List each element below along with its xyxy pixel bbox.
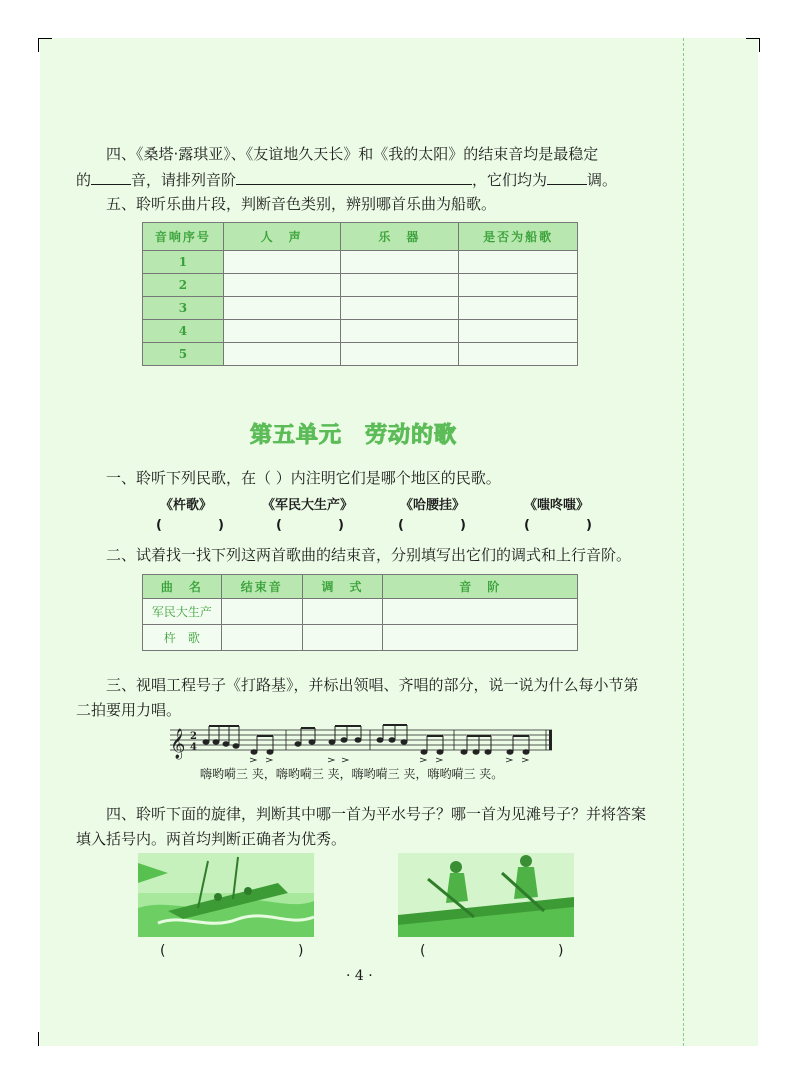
table-cell[interactable]: [459, 297, 578, 320]
answer-paren-close: ): [298, 943, 304, 959]
crop-mark: [746, 38, 760, 39]
song-title: 《军民大生产》: [262, 498, 354, 513]
fold-line: [683, 38, 684, 1046]
song-name-cell: 军民大生产: [143, 599, 222, 625]
crop-mark: [38, 1032, 39, 1046]
unit5-question-3-line1: 三、视唱工程号子《打路基》，并标出领唱、齐唱的部分，说一说为什么每小节第: [106, 676, 639, 694]
table-cell[interactable]: [340, 274, 459, 297]
time-signature-top: 2: [190, 731, 197, 742]
song-title: 《哈腰挂》: [400, 498, 466, 513]
table-cell[interactable]: [340, 297, 459, 320]
table-header: 曲 名: [143, 575, 222, 599]
answer-paren-close: ): [558, 943, 564, 959]
question-4-line2: 的 音，请排列音阶 ，它们均为 调。: [76, 168, 617, 191]
table-cell[interactable]: [221, 625, 302, 651]
answer-paren-open: (: [160, 943, 166, 959]
row-number: 1: [143, 251, 224, 274]
table-header: 乐 器: [340, 223, 459, 251]
table-cell[interactable]: [383, 599, 578, 625]
answer-blank[interactable]: [236, 168, 472, 185]
table-cell[interactable]: [223, 274, 340, 297]
table-header: 结束音: [221, 575, 302, 599]
table-cell[interactable]: [340, 320, 459, 343]
accent-marks: [250, 758, 528, 762]
table-cell[interactable]: [221, 599, 302, 625]
table-cell[interactable]: [302, 625, 383, 651]
unit5-question-4-line2: 填入括号内。两首均判断正确者为优秀。: [76, 830, 347, 848]
table-cell[interactable]: [223, 343, 340, 366]
music-staff: [166, 722, 558, 764]
song-name-cell: 杵 歌: [143, 625, 222, 651]
lyrics: 嗨哟嗬三 夹，嗨哟嗬三 夹，嗨哟嗬三 夹，嗨哟嗬三 夹。: [200, 767, 504, 781]
table-header: 调 式: [302, 575, 383, 599]
crop-mark: [38, 38, 39, 52]
song-title: 《嗤咚嗤》: [524, 498, 590, 513]
table-cell[interactable]: [340, 251, 459, 274]
unit5-question-3-line2: 二拍要用力唱。: [76, 701, 182, 719]
question-4-line1: 四、《桑塔·露琪亚》、《友谊地久天长》和《我的太阳》的结束音均是最稳定: [106, 145, 599, 163]
boatmen-illustration: [398, 853, 574, 937]
time-signature-bottom: 4: [190, 742, 197, 753]
page-number: · 4 ·: [346, 968, 373, 984]
table-header: 音 阶: [383, 575, 578, 599]
table-cell[interactable]: [223, 251, 340, 274]
table-cell[interactable]: [383, 625, 578, 651]
table-cell[interactable]: [302, 599, 383, 625]
answer-blank[interactable]: [91, 168, 131, 185]
unit5-question-4-line1: 四、聆听下面的旋律，判断其中哪一首为平水号子？哪一首为见滩号子？并将答案: [106, 805, 647, 823]
boat-illustration: [138, 853, 314, 937]
treble-clef-icon: 𝄞: [170, 729, 186, 759]
table-cell[interactable]: [459, 274, 578, 297]
row-number: 4: [143, 320, 224, 343]
row-number: 2: [143, 274, 224, 297]
table-header: 人 声: [223, 223, 340, 251]
table-cell[interactable]: [340, 343, 459, 366]
table-header: 音响序号: [143, 223, 224, 251]
answer-blank[interactable]: [547, 168, 587, 185]
table-cell[interactable]: [459, 343, 578, 366]
scale-table: [142, 574, 578, 651]
unit5-question-2: 二、试着找一找下列这两首歌曲的结束音，分别填写出它们的调式和上行音阶。: [106, 546, 632, 564]
timbre-table: [142, 222, 578, 366]
table-header: 是否为船歌: [459, 223, 578, 251]
row-number: 3: [143, 297, 224, 320]
crop-mark: [759, 38, 760, 52]
unit5-question-1: 一、聆听下列民歌，在（ ）内注明它们是哪个地区的民歌。: [106, 469, 501, 487]
question-5: 五、聆听乐曲片段，判断音色类别，辨别哪首乐曲为船歌。: [106, 195, 497, 213]
table-cell[interactable]: [223, 297, 340, 320]
crop-mark: [38, 38, 52, 39]
table-cell[interactable]: [459, 320, 578, 343]
song-title: 《杵歌》: [160, 498, 213, 513]
unit-title: 第五单元 劳动的歌: [250, 423, 458, 448]
table-cell[interactable]: [223, 320, 340, 343]
table-cell[interactable]: [459, 251, 578, 274]
answer-paren-open: (: [420, 943, 426, 959]
row-number: 5: [143, 343, 224, 366]
